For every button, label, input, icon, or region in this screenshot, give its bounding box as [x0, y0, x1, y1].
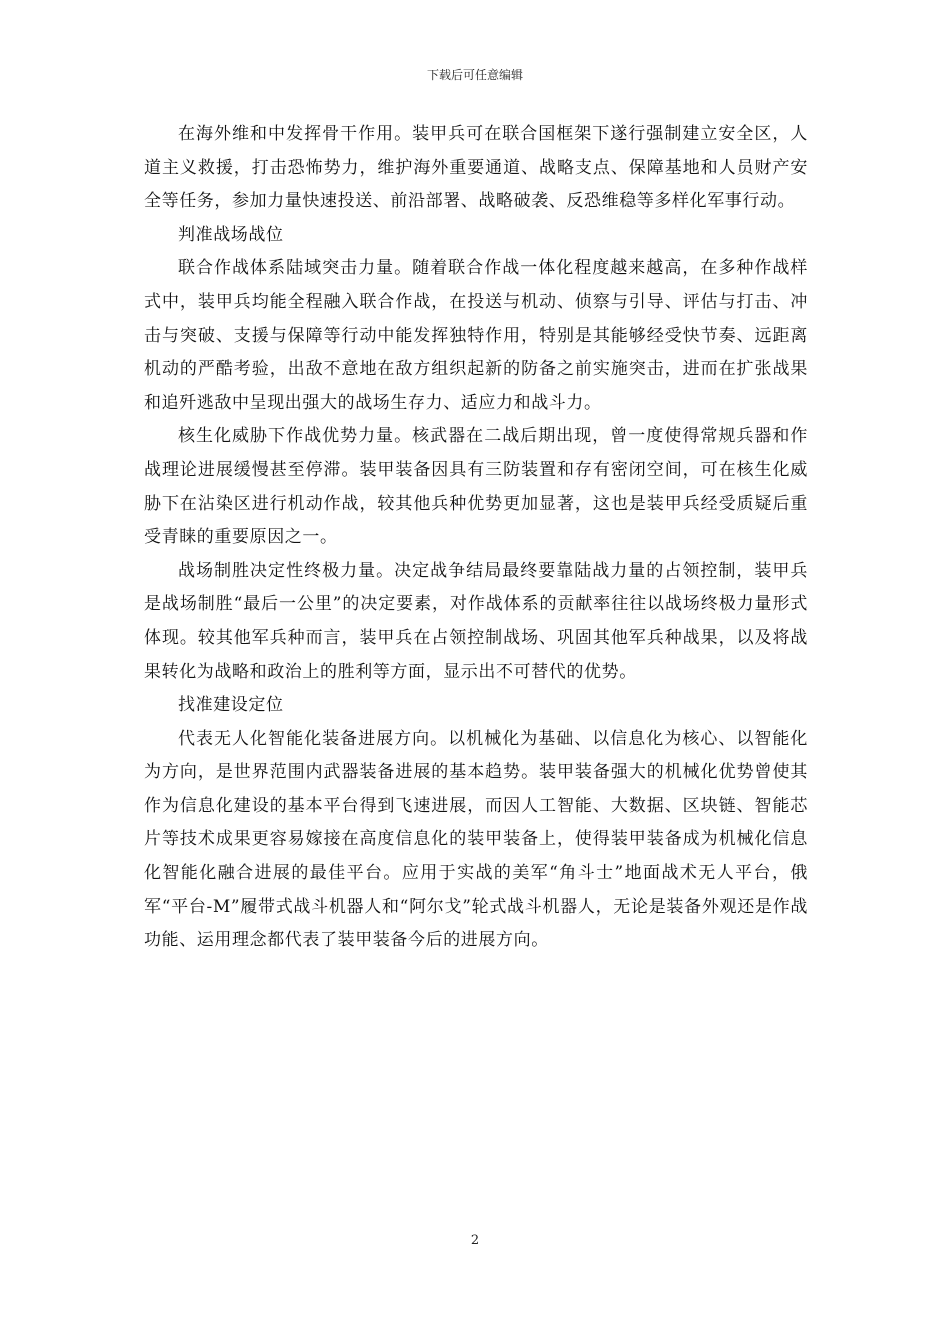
section-heading-construction-position: 找准建设定位 [178, 695, 284, 716]
section-heading-battlefield-position: 判准战场战位 [178, 224, 284, 245]
paragraph-joint-operations: 联合作战体系陆域突击力量。随着联合作战一体化程度越来越高，在多种作战样式中，装甲兵均能全程融入联合作战，在投送与机动、侦察与引导、评估与打击、冲击与突破、支援与保障等行动中能发挥独特作用，特别是其能够经受快节奏、远距离机动的严酷考验，出敌不意地在敌方组织起新的防备之前实施突击，进而在扩张战果和追歼逃敌中呈现出强大的战场生存力、适应力和战斗力。 [144, 258, 808, 413]
page-number: 2 [470, 1233, 480, 1248]
paragraph-nbc-threat: 核生化威胁下作战优势力量。核武器在二战后期出现，曾一度使得常规兵器和作战理论进展缓慢甚至停滞。装甲装备因具有三防装置和存有密闭空间，可在核生化威胁下在沾染区进行机动作战，较其他兵种优势更加显著，这也是装甲兵经受质疑后重受青睐的重要原因之一。 [144, 426, 808, 548]
paragraph-overseas-peacekeeping: 在海外维和中发挥骨干作用。装甲兵可在联合国框架下遂行强制建立安全区，人道主义救援，打击恐怖势力，维护海外重要通道、战略支点、保障基地和人员财产安全等任务，参加力量快速投送、前沿部署、战略破袭、反恐维稳等多样化军事行动。 [144, 124, 808, 212]
paragraph-decisive-force: 战场制胜决定性终极力量。决定战争结局最终要靠陆战力量的占领控制，装甲兵是战场制胜“最后一公里”的决定要素，对作战体系的贡献率往往以战场终极力量形式体现。较其他军兵种而言，装甲兵在占领控制战场、巩固其他军兵种战果，以及将战果转化为战略和政治上的胜利等方面，显示出不可替代的优势。 [144, 560, 808, 682]
document-body [144, 118, 808, 958]
paragraph-unmanned-intelligent: 代表无人化智能化装备进展方向。以机械化为基础、以信息化为核心、以智能化为方向，是世界范围内武器装备进展的基本趋势。装甲装备强大的机械化优势曾使其作为信息化建设的基本平台得到飞速进展，而因人工智能、大数据、区块链、智能芯片等技术成果更容易嫁接在高度信息化的装甲装备上，使得装甲装备成为机械化信息化智能化融合进展的最佳平台。应用于实战的美军“角斗士”地面战术无人平台，俄军“平台-M”履带式战斗机器人和“阿尔戈”轮式战斗机器人，无论是装备外观还是作战功能、运用理念都代表了装甲装备今后的进展方向。 [144, 728, 808, 951]
page-header: 下载后可任意编辑 [426, 68, 523, 82]
